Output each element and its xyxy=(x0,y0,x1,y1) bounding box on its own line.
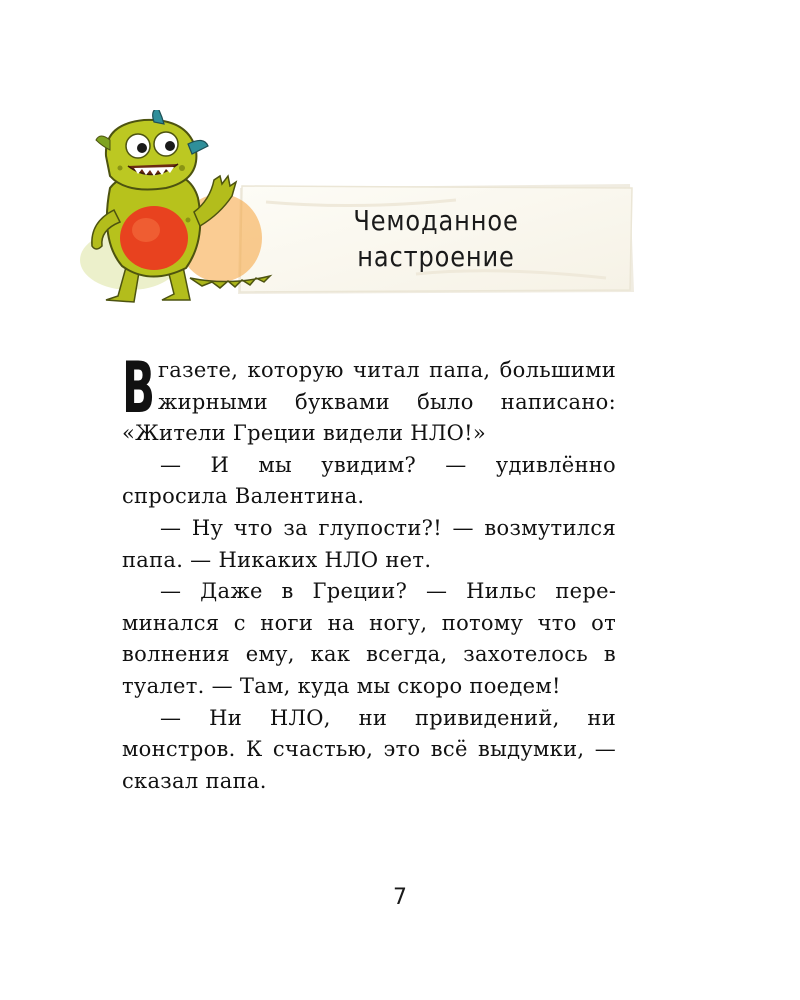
paragraph-1 xyxy=(122,347,616,450)
drop-cap: В xyxy=(122,347,156,429)
paragraph-5: — Ни НЛО, ни привидений, ни монстров. К счастью, это всё выдумки, — сказал папа. xyxy=(122,705,616,793)
chapter-title: Чемоданное настроение xyxy=(353,204,519,273)
story-text xyxy=(122,347,616,797)
paragraph-3: — Ну что за глупости?! — возмутился папа. — Никаких НЛО нет. xyxy=(122,515,616,572)
paragraph-1-text: газете, которую читал папа, большими жирными буквами было написано: «Жители Греции видели НЛО!» xyxy=(122,358,616,446)
paragraph-4: — Даже в Греции? — Нильс переминался с ноги на ногу, потому что от волнения ему, как всегда, захотелось в туалет. — Там, куда мы скоро поедем! xyxy=(122,579,616,698)
paragraph-2: — И мы увидим? — удивлённо спросила Валентина. xyxy=(122,452,616,509)
green-monster-illustration xyxy=(70,110,300,310)
page-number: 7 xyxy=(393,885,407,910)
chapter-header xyxy=(70,110,640,310)
